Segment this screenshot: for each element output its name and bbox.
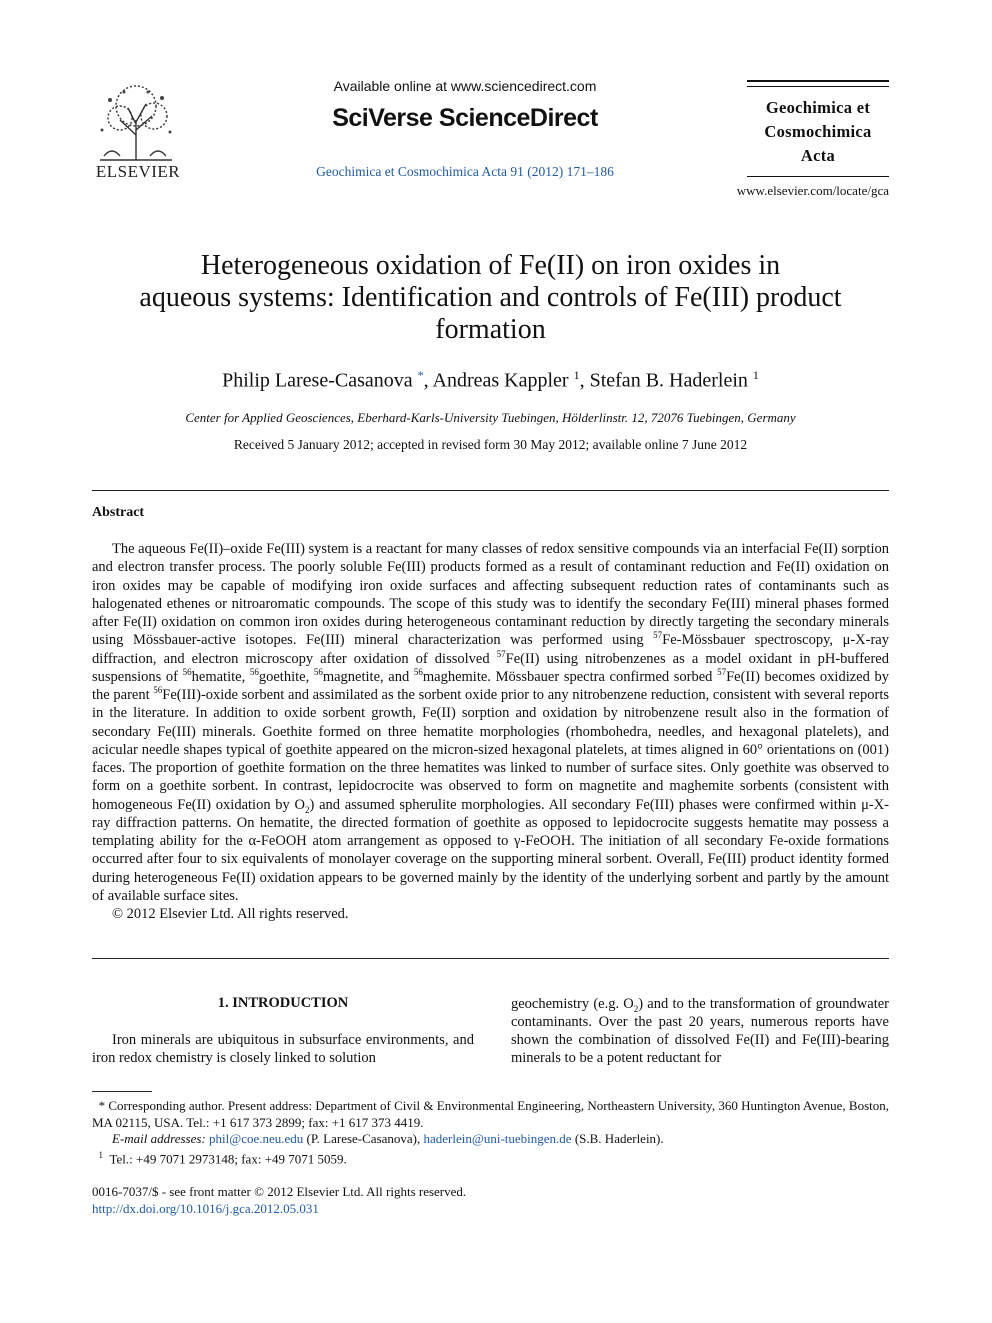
body-column-left [92, 1031, 474, 1067]
article-title [92, 250, 889, 346]
isotope-mark: 57 [717, 666, 727, 677]
abstract-text-run: magnetite, and [322, 668, 414, 685]
author-list: Philip Larese-Casanova *, Andreas Kappler $^1$, Stefan B. Haderlein $^1$ [222, 368, 759, 392]
email-label: E-mail addresses: [112, 1131, 206, 1146]
footnote-emails [92, 1131, 889, 1148]
journal-title [747, 96, 889, 168]
journal-url-link[interactable]: www.elsevier.com/locate/gca [736, 183, 889, 198]
intro-paragraph: Iron minerals are ubiquitous in subsurface environments, and iron redox chemistry is closely linked to solution [92, 1032, 474, 1066]
author-name: Andreas Kappler [432, 369, 569, 392]
journal-title-line: Acta [800, 146, 836, 165]
abstract-paragraph [92, 540, 889, 905]
author-name: Philip Larese-Casanova [222, 369, 413, 392]
body-column-right [511, 995, 889, 1067]
title-line: aqueous systems: Identification and controls of Fe(III) product [139, 282, 842, 313]
front-matter-line: 0016-7037/$ - see front matter © 2012 Elsevier Ltd. All rights reserved. [92, 1184, 467, 1199]
platform-brand[interactable]: SciVerse ScienceDirect [332, 104, 598, 132]
doi-link[interactable]: http://dx.doi.org/10.1016/j.gca.2012.05.031 [92, 1201, 319, 1216]
abstract-copyright: © 2012 Elsevier Ltd. All rights reserved. [112, 906, 349, 922]
isotope-mark: 56 [182, 666, 192, 677]
footnote-mark: * [98, 1098, 106, 1113]
abstract-text-run: goethite, [258, 668, 314, 685]
section-heading-introduction: 1. INTRODUCTION [217, 995, 349, 1011]
author-footnote-mark: 1 [752, 368, 759, 382]
abstract-text-run: maghemite. Mössbauer spectra confirmed sorbed [422, 668, 718, 685]
article-dates: Received 5 January 2012; accepted in revised form 30 May 2012; available online 7 June 2012 [233, 437, 748, 452]
email-owner: (P. Larese-Casanova), [306, 1131, 421, 1146]
journal-rule-top [747, 80, 889, 82]
abstract-text-run: hematite, [191, 668, 250, 685]
author-name: Stefan B. Haderlein [589, 369, 748, 392]
abstract-text-run: Fe(III)-oxide sorbent and assimilated as the sorbent oxide prior to any nitrobenzene reduction, consistent with several reports in the literature. In addition to oxide sorbent growth, Fe(II) sorption and oxidation by nitrobenzene result also in the formation of secondary Fe(III) minerals. Goethite formed on three hematite morphologies (rhombohedra, needles, and hexagonal platelets), and acicular needle shapes typical of goethite appeared on the micron-sized hexagonal platelets, at times aligned in 60° orientations on (001) faces. The proportion of goethite formation on the three hematites was linked to number of surface sites. Only goethite was observed to form on a goethite sorbent. In contrast, lepidocrocite was observed to form on magnetite and maghemite sorbents (consistent with homogeneous Fe(II) oxidation by O [92, 687, 889, 813]
title-line: formation [435, 314, 546, 345]
journal-rule-bottom [747, 176, 889, 177]
subscript: 2 [305, 804, 310, 815]
title-line: Heterogeneous oxidation of Fe(II) on iron oxides in [200, 250, 781, 281]
footnote-text: Corresponding author. Present address: Department of Civil & Environmental Engineering, Northeastern University, 360 Huntington Avenue, Boston, MA 02115, USA. Tel.: +1 617 373 2899; fax: +1 617 373 4419. [92, 1098, 889, 1130]
corresponding-author-link[interactable]: * [417, 368, 424, 382]
journal-title-line: Cosmochimica [764, 122, 872, 141]
footnote-mark: 1 [98, 1150, 103, 1160]
abstract-text-run: Fe(II) becomes oxidized by the parent [92, 668, 889, 703]
isotope-mark: 56 [249, 666, 259, 677]
journal-citation-link[interactable]: Geochimica et Cosmochimica Acta 91 (2012) 171–186 [316, 164, 614, 179]
subscript: 2 [633, 1003, 639, 1014]
abstract-body [92, 540, 889, 923]
email-link[interactable]: haderlein@uni-tuebingen.de [423, 1131, 572, 1146]
footnote-tel [92, 1147, 889, 1168]
intro-text-run: ) and to the transformation of groundwater contaminants. Over the past 20 years, numerous reports have shown the combination of dissolved Fe(II) and Fe(III)-bearing minerals to be a potent reductant for [511, 996, 889, 1066]
available-online-text[interactable]: Available online at www.sciencedirect.com [333, 78, 597, 94]
author-footnote-mark: 1 [573, 368, 580, 382]
isotope-mark: 56 [153, 685, 163, 696]
footnote-text: Tel.: +49 7071 2973148; fax: +49 7071 5059. [109, 1151, 347, 1167]
publisher-logo-text: ELSEVIER [95, 162, 181, 181]
footnote-rule [92, 1091, 152, 1092]
abstract-text-run: Fe-Mössbauer spectroscopy, μ-X-ray diffraction, and electron microscopy after oxidation of dissolved [92, 632, 889, 667]
abstract-rule-top [92, 490, 889, 491]
abstract-rule-bottom [92, 958, 889, 959]
affiliation: Center for Applied Geosciences, Eberhard-Karls-University Tuebingen, Hölderlinstr. 12, 72076 Tuebingen, Germany [185, 410, 796, 425]
abstract-text-run: Fe(II) using nitrobenzenes as a model oxidant in pH-buffered suspensions of [92, 650, 889, 685]
abstract-text-run: The aqueous Fe(II)–oxide Fe(III) system is a reactant for many classes of redox sensitive compounds via an interfacial Fe(II) sorption and electron transfer process. The poorly soluble Fe(III) products formed as a result of contaminant reduction and Fe(II) oxidation on iron oxides may be capable of modifying iron oxide surfaces and affecting subsequent reduction rates of contaminants such as halogenated ethenes or nitroaromatic compounds. The scope of this study was to identify the secondary Fe(III) mineral phases formed after Fe(II) oxidation on common iron oxides during heterogeneous contaminant reduction by directly targeting the secondary minerals using Mössbauer-active isotopes. Fe(III) mineral characterization was performed using [92, 541, 889, 649]
journal-rule-top-thin [747, 86, 889, 87]
isotope-mark: 56 [313, 666, 323, 677]
abstract-text-run: ) and assumed spherulite morphologies. All secondary Fe(III) phases were confirmed within μ-X-ray diffraction patterns. On hematite, the directed formation of goethite as opposed to lepidocrocite suggests hematite may possess a templating ability for the α-FeOOH atom arrangement as opposed to γ-FeOOH. The initiation of all secondary Fe-oxide formations occurred after four to six equivalents of monolayer coverage on the supporting mineral sorbent. Overall, Fe(III) product identity formed during heterogeneous Fe(II) oxidation appears to be governed mainly by the identity of the underlying sorbent and partly by the amount of available surface sites. [92, 796, 889, 904]
isotope-mark: 57 [653, 630, 663, 641]
isotope-mark: 56 [413, 666, 423, 677]
email-owner: (S.B. Haderlein). [574, 1131, 664, 1146]
abstract-heading: Abstract [92, 505, 145, 520]
intro-text-run: geochemistry (e.g. O [511, 996, 634, 1012]
email-link[interactable]: phil@coe.neu.edu [209, 1131, 304, 1146]
journal-title-line: Geochimica et [765, 98, 871, 117]
footnote-corresponding [92, 1098, 889, 1131]
isotope-mark: 57 [496, 648, 506, 659]
